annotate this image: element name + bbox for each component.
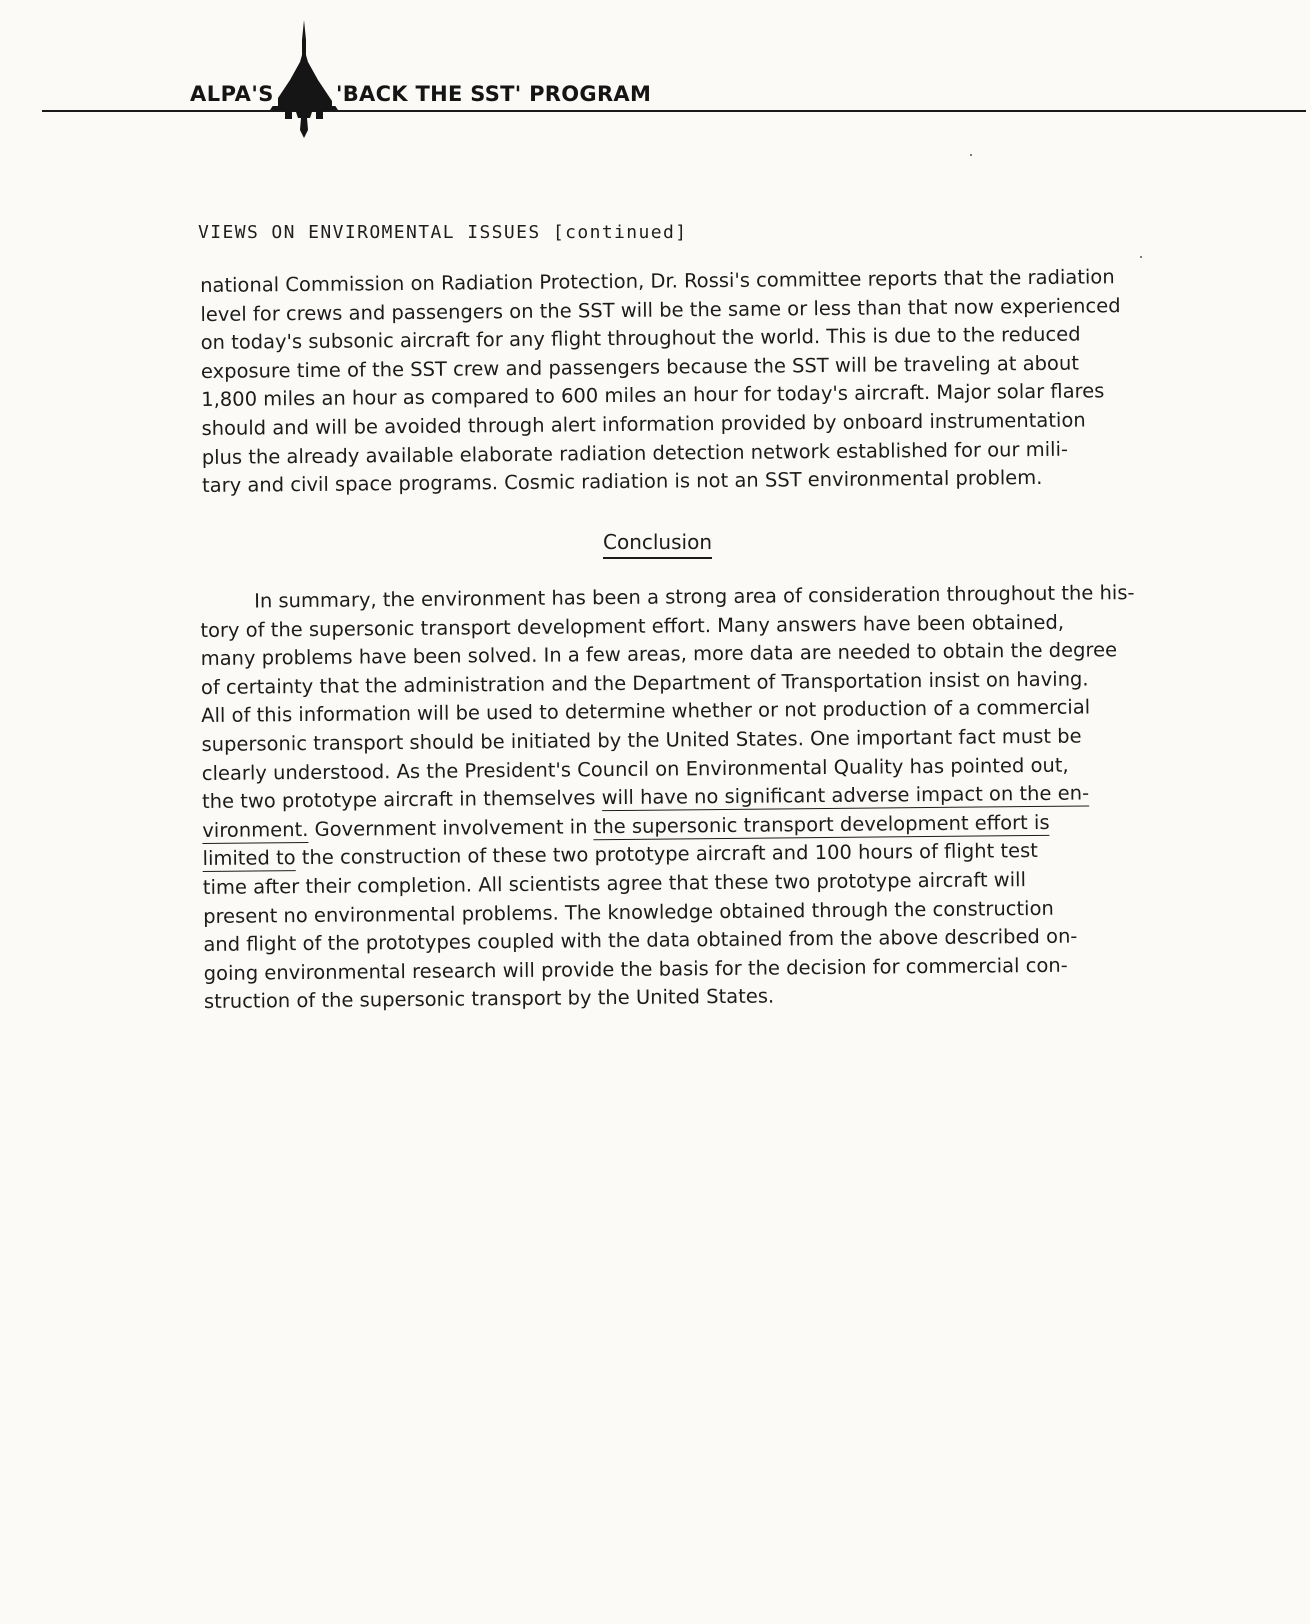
- paragraph-line: many problems have been solved. In a few areas, more data are needed to obtain the degree: [200, 638, 1118, 671]
- paragraph-line: struction of the supersonic transport by the United States.: [203, 984, 775, 1014]
- paragraph-line: present no environmental problems. The knowledge obtained through the construction: [203, 896, 1054, 928]
- underlined-text: will have no significant adverse impact on the en-: [601, 781, 1090, 810]
- header-rule: [42, 110, 1306, 112]
- paragraph-line: exposure time of the SST crew and passengers because the SST will be traveling at about: [200, 351, 1080, 383]
- paragraph-line: on today's subsonic aircraft for any flight throughout the world. This is due to the reduced: [200, 322, 1081, 355]
- paragraph-line: All of this information will be used to determine whether or not production of a commercial: [201, 695, 1091, 728]
- underlined-text: the supersonic transport development effort is: [593, 810, 1050, 838]
- radiation-paragraph: [200, 263, 1122, 501]
- paragraph-line: 1,800 miles an hour as compared to 600 miles an hour for today's aircraft. Major solar flares: [201, 379, 1105, 412]
- paragraph-line: tory of the supersonic transport development effort. Many answers have been obtained,: [200, 610, 1065, 642]
- header-alpa-label: ALPA'S: [186, 82, 278, 106]
- plain-text: Government involvement in: [308, 814, 594, 841]
- sst-airplane-icon: [268, 18, 340, 140]
- underlined-text: limited to: [202, 846, 296, 871]
- paragraph-line: should and will be avoided through alert information provided by onboard instrumentation: [201, 408, 1086, 440]
- underlined-text: vironment.: [202, 817, 309, 842]
- paper-speck: [1140, 256, 1142, 258]
- paragraph-line: level for crews and passengers on the SST will be the same or less than that now experienced: [200, 293, 1121, 326]
- section-heading: VIEWS ON ENVIROMENTAL ISSUES [continued]: [198, 222, 688, 243]
- paragraph-line: clearly understood. As the President's Council on Environmental Quality has pointed out,: [201, 753, 1069, 785]
- paragraph-line: and flight of the prototypes coupled with the data obtained from the above described on-: [203, 924, 1078, 957]
- paragraph-line: supersonic transport should be initiated by the United States. One important fact must be: [201, 724, 1082, 756]
- paper-speck: [970, 154, 972, 156]
- paragraph-line: tary and civil space programs. Cosmic radiation is not an SST environmental problem.: [201, 466, 1043, 498]
- paragraph-line: plus the already available elaborate radiation detection network established for our mili-: [201, 437, 1069, 469]
- conclusion-heading: Conclusion: [603, 530, 712, 559]
- plain-text: the construction of these two prototype aircraft and 100 hours of flight test: [295, 839, 1038, 870]
- paragraph-line: going environmental research will provide the basis for the decision for commercial con-: [203, 953, 1068, 985]
- paragraph-line: time after their completion. All scientists agree that these two prototype aircraft will: [202, 868, 1027, 899]
- conclusion-paragraph: [200, 579, 1138, 1017]
- paragraph-line: In summary, the environment has been a strong area of consideration throughout the his-: [254, 581, 1135, 613]
- paragraph-line: of certainty that the administration and the Department of Transportation insist on having.: [200, 667, 1089, 699]
- header-program-title: 'BACK THE SST' PROGRAM: [332, 82, 655, 106]
- plain-text: the two prototype aircraft in themselves: [201, 786, 602, 814]
- paragraph-line: national Commission on Radiation Protection, Dr. Rossi's committee reports that the radiation: [200, 265, 1115, 297]
